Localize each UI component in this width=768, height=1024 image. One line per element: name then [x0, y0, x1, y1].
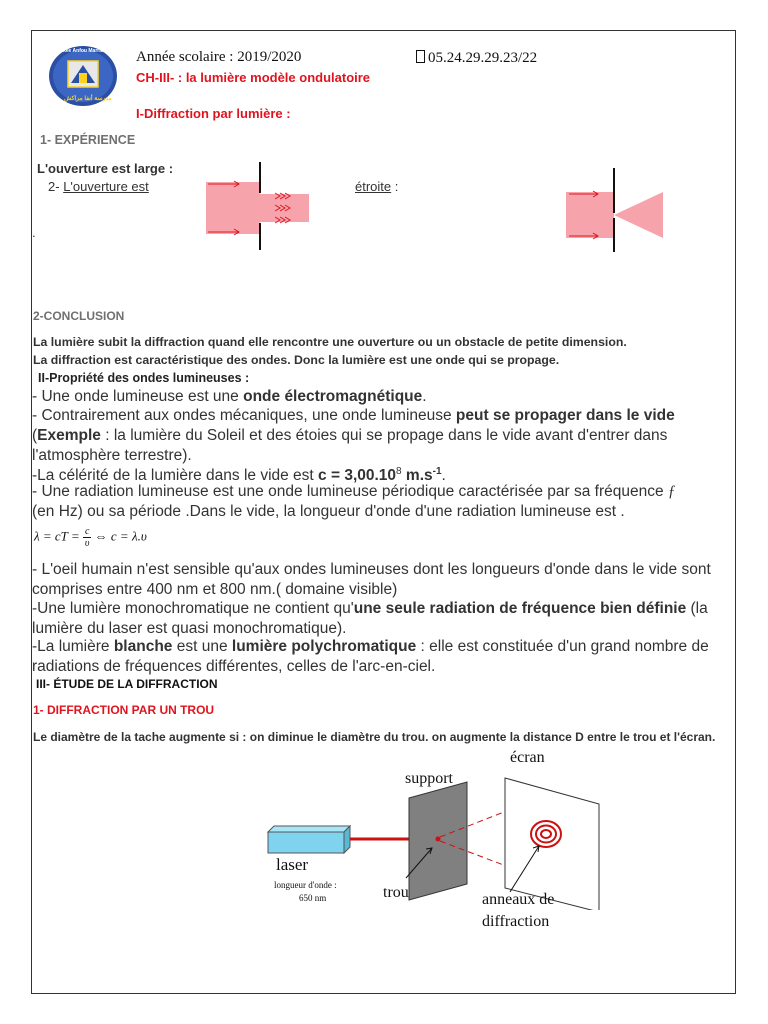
- study-subtitle: 1- DIFFRACTION PAR UN TROU: [33, 703, 215, 717]
- narrow-prefix: 2-: [48, 179, 60, 194]
- figure-label-ecran: écran: [510, 749, 545, 766]
- conclusion-title: 2-CONCLUSION: [33, 309, 125, 323]
- property-human-eye: - L'oeil humain n'est sensible qu'aux ondes lumineuses dont les longueurs d'onde dans le vide sont comprises entre 400 nm et 800 nm.( domaine visible): [32, 561, 711, 598]
- p7-post: : elle est constituée d'un grand nombre de radiations de fréquences différentes, celles de l'arc-en-ciel.: [32, 638, 709, 675]
- study-text: Le diamètre de la tache augmente si : on diminue le diamètre du trou. on augmente la distance D entre le trou et l'écran.: [33, 730, 716, 744]
- figure-wavelength-value: 650 nm: [299, 893, 327, 903]
- large-opening-label: L'ouverture est large :: [37, 161, 174, 176]
- p7-bold-2: lumière polychromatique: [231, 638, 417, 655]
- p2-post: : la lumière du Soleil et des étoies qui se propage dans le vide avant d'entrer dans l'atmosphère terrestre).: [32, 427, 668, 464]
- property-white-light: [32, 637, 732, 677]
- p1-post: .: [422, 388, 427, 405]
- p4-text-b: (en Hz) ou sa période .Dans le vide, la longueur d'onde d'une radiation lumineuse est .: [32, 503, 625, 520]
- p2-text: - Contrairement aux ondes mécaniques, une onde lumineuse: [32, 407, 456, 424]
- p3-unit: m.s: [401, 467, 433, 485]
- p7-text: -La lumière: [32, 638, 114, 655]
- p2-example: Exemple: [37, 427, 101, 444]
- properties-title: II-Propriété des ondes lumineuses :: [38, 371, 250, 385]
- narrow-opening-diagram: [565, 168, 670, 253]
- property-vacuum: [32, 406, 732, 466]
- section-title-diffraction: I-Diffraction par lumière :: [136, 106, 291, 121]
- p4-text: - Une radiation lumineuse est une onde lumineuse périodique caractérisée par sa fréquence: [32, 483, 668, 500]
- school-logo: [48, 45, 118, 107]
- p2-open: (: [32, 427, 38, 444]
- p1-bold: onde électromagnétique: [243, 388, 423, 405]
- p7-bold-1: blanche: [113, 638, 173, 655]
- p7-mid: est une: [172, 638, 232, 655]
- p3-unit-exp: -1: [432, 466, 442, 477]
- phone-icon: [416, 50, 425, 63]
- p3-exp: 8: [396, 466, 402, 477]
- formula-left: λ = cT =: [34, 528, 83, 544]
- narrow-colon: :: [391, 179, 399, 194]
- phone-number: 05.24.29.29.23/22: [428, 50, 538, 66]
- p4-frequency-symbol: ƒ: [667, 483, 676, 500]
- p6-text: -Une lumière monochromatique ne contient qu': [32, 600, 354, 617]
- figure-label-laser: laser: [276, 855, 309, 874]
- school-year: Année scolaire : 2019/2020: [136, 49, 302, 65]
- p6-bold: une seule radiation de fréquence bien définie: [353, 600, 687, 617]
- property-em-wave: [32, 387, 732, 407]
- p3-text: -La célérité de la lumière dans le vide est: [32, 467, 319, 485]
- large-opening-diagram: [205, 160, 315, 252]
- conclusion-line-1: La lumière subit la diffraction quand elle rencontre une ouverture ou un obstacle de petite dimension.: [33, 335, 627, 349]
- narrow-word: [355, 178, 398, 195]
- figure-label-anneaux-2: diffraction: [482, 913, 550, 930]
- p6-post: (la lumière du laser est quasi monochromatique).: [32, 600, 708, 637]
- formula-denominator: υ: [84, 538, 90, 549]
- p3-bold: c = 3,00.10: [318, 467, 397, 485]
- property-monochromatic: [32, 599, 732, 639]
- narrow-opening-label: [48, 178, 149, 195]
- logo-text-top: Ecole Anfou Marrakech: [58, 48, 114, 54]
- logo-text-bottom: مدرسة أنفا مراكش: [64, 96, 112, 102]
- formula-numerator: c: [84, 526, 90, 537]
- p2-bold: peut se propager dans le vide: [455, 407, 675, 424]
- stray-dot: .: [32, 225, 36, 240]
- figure-wavelength-label: longueur d'onde :: [274, 880, 337, 890]
- p3-post: .: [441, 467, 446, 485]
- study-title: III- ÉTUDE DE LA DIFFRACTION: [36, 677, 218, 691]
- conclusion-line-2: La diffraction est caractéristique des ondes. Donc la lumière est une onde qui se propage.: [33, 353, 560, 367]
- p1-text: - Une onde lumineuse est une: [32, 388, 244, 405]
- formula-right: ⇔ c = λ.υ: [91, 528, 147, 544]
- figure-label-support: support: [405, 770, 453, 787]
- experience-title: 1- EXPÉRIENCE: [40, 133, 136, 147]
- narrow-word-text: étroite: [355, 179, 392, 194]
- wavelength-formula: [34, 526, 147, 549]
- chapter-title: CH-III- : la lumière modèle ondulatoire: [136, 70, 371, 85]
- phone-block: [416, 49, 537, 67]
- figure-label-anneaux-1: anneaux de: [482, 891, 555, 908]
- property-radiation: [32, 482, 732, 522]
- figure-label-trou: trou: [383, 884, 409, 901]
- narrow-label: L'ouverture est: [63, 179, 149, 194]
